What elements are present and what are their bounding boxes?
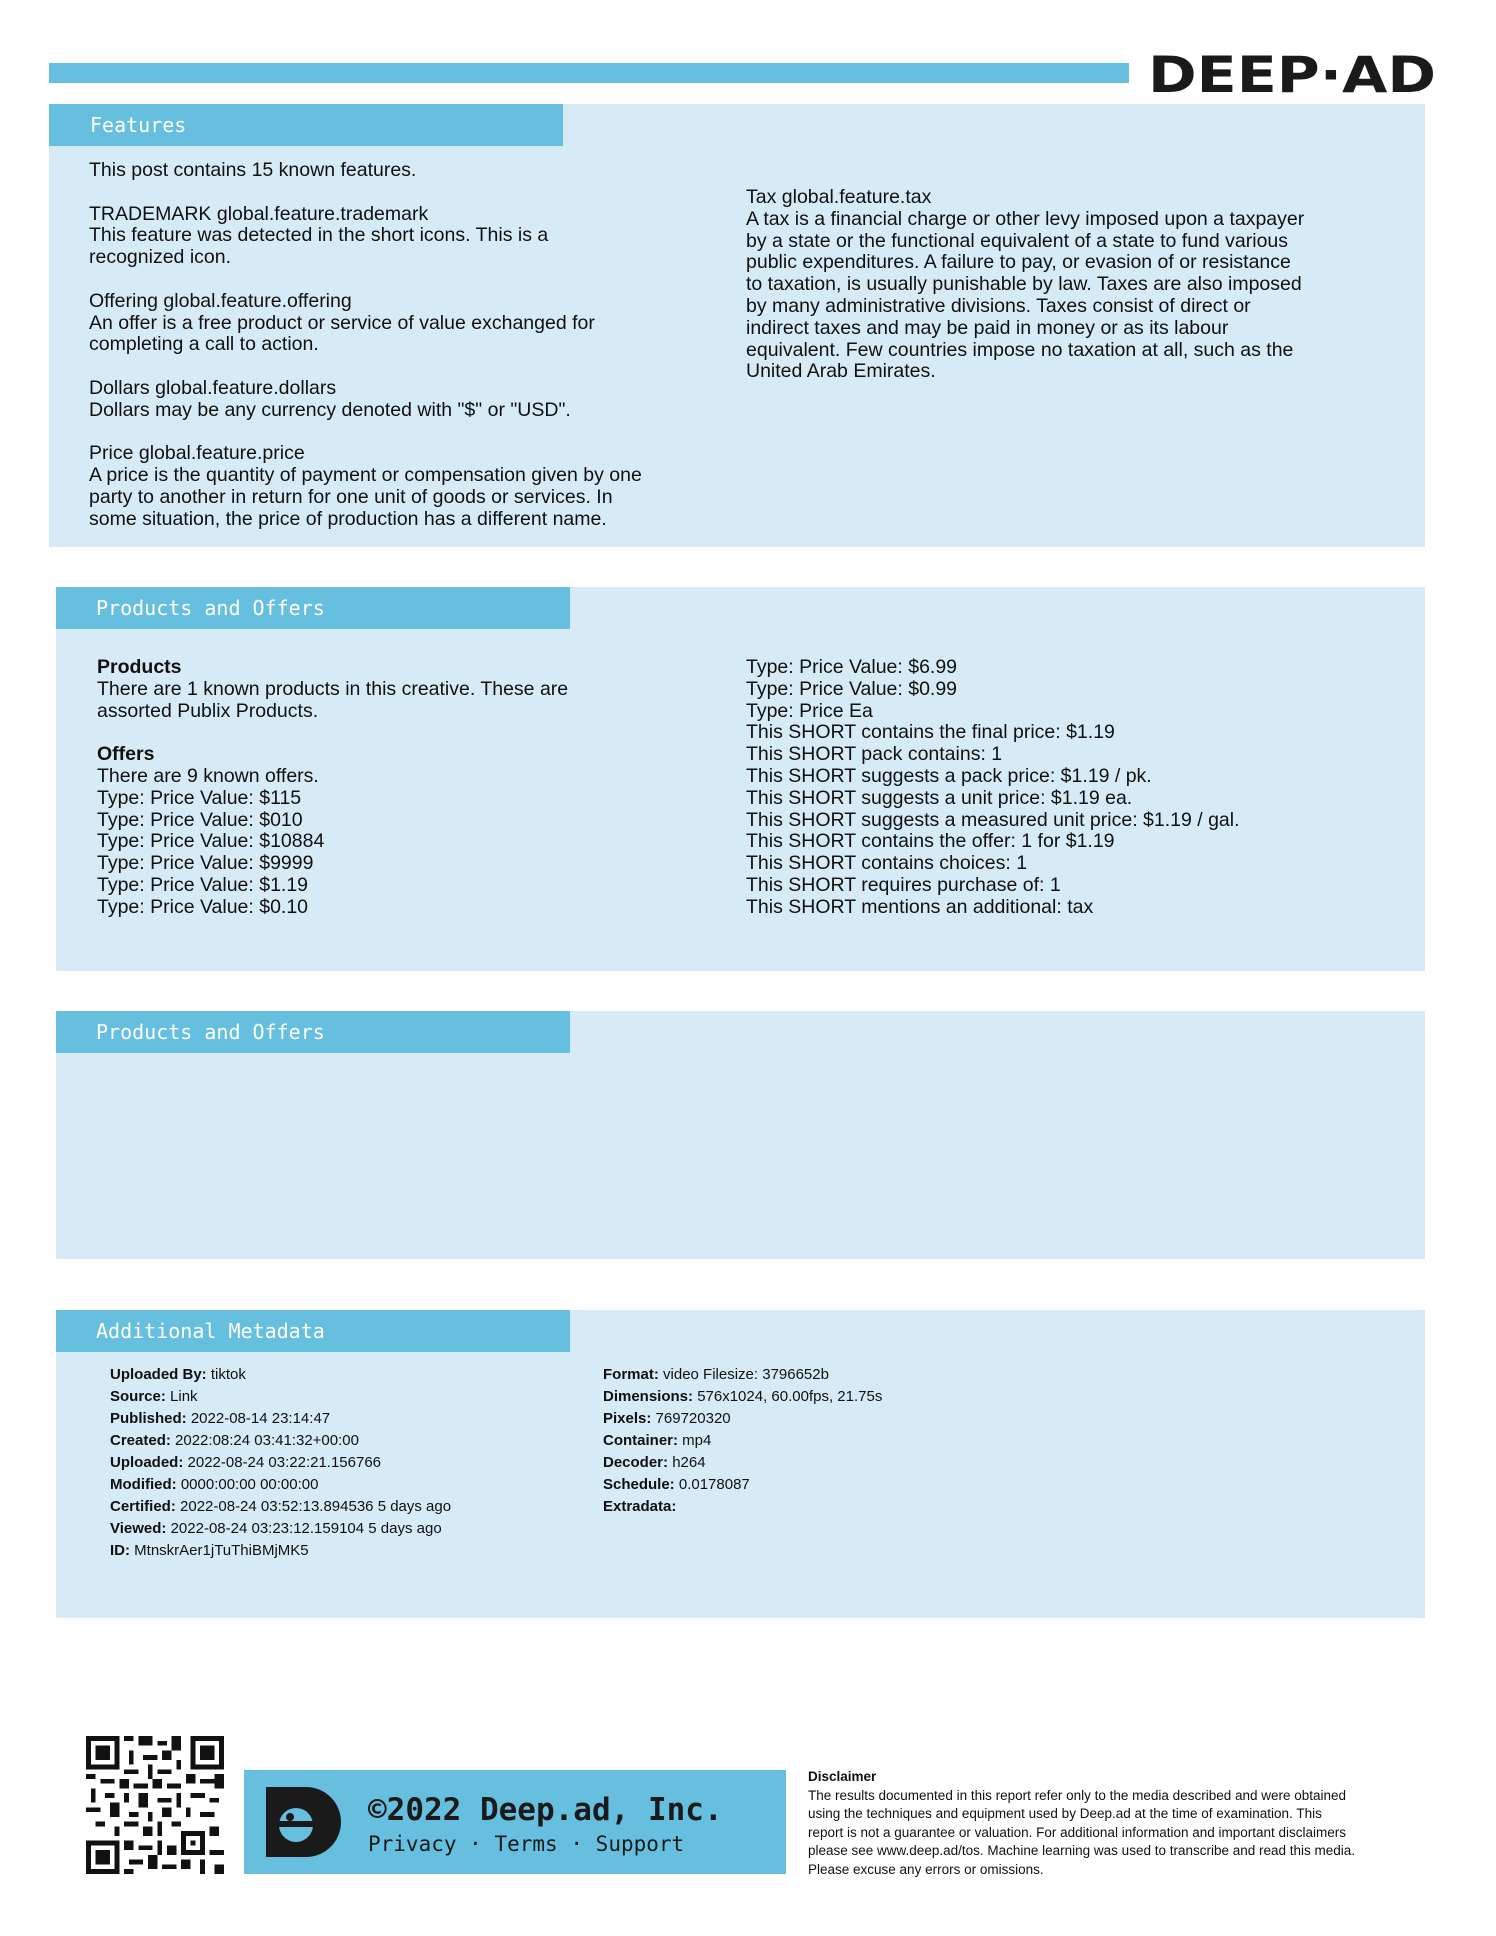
features-intro: This post contains 15 known features.: [89, 159, 417, 181]
metadata-row: Modified: 0000:00:00 00:00:00: [110, 1476, 319, 1493]
feature-title: Tax global.feature.tax: [746, 186, 932, 208]
feature-title: TRADEMARK global.feature.trademark: [89, 202, 429, 225]
offer-line: This SHORT contains the offer: 1 for $1.19: [746, 830, 1115, 853]
deep-ad-mark-icon: [266, 1787, 350, 1857]
feature-title: Offering global.feature.offering: [89, 289, 352, 312]
offer-line: This SHORT suggests a pack price: $1.19 / pk.: [746, 764, 1152, 787]
privacy-link[interactable]: Privacy: [368, 1832, 457, 1856]
feature-text: party to another in return for one unit of goods or services. In: [89, 485, 613, 508]
feature-title: Price global.feature.price: [89, 442, 305, 465]
feature-text: indirect taxes and may be paid in money or as its labour: [746, 316, 1229, 339]
metadata-row: ID: MtnskrAer1jTuThiBMjMK5: [110, 1542, 309, 1559]
feature-item: [89, 204, 729, 269]
products-text: There are 1 known products in this creative. These are: [97, 677, 569, 700]
offer-line: This SHORT suggests a unit price: $1.19 ea.: [746, 786, 1133, 809]
offers-right-column: [746, 657, 1406, 919]
spacer: [97, 722, 717, 744]
footer-brand-box: [244, 1770, 786, 1874]
features-left-column: [89, 160, 729, 552]
metadata-row: Uploaded By: tiktok: [110, 1366, 246, 1383]
logo-text: DEEP·AD: [1148, 50, 1436, 100]
feature-text: A tax is a financial charge or other levy imposed upon a taxpayer: [746, 207, 1305, 230]
features-right-column: [746, 187, 1406, 405]
metadata-row: Extradata:: [603, 1498, 677, 1515]
metadata-row: Certified: 2022-08-24 03:52:13.894536 5 days ago: [110, 1498, 452, 1515]
terms-link[interactable]: Terms: [494, 1832, 558, 1856]
feature-item: [89, 443, 729, 530]
feature-text: some situation, the price of production has a different name.: [89, 507, 607, 530]
feature-text: completing a call to action.: [89, 333, 319, 356]
disclaimer-title: Disclaimer: [808, 1769, 877, 1784]
offer-line: Type: Price Value: $1.19: [97, 873, 309, 896]
header-bar: [49, 63, 1129, 83]
offer-line: Type: Price Value: $115: [97, 786, 302, 809]
features-tab: Features: [49, 104, 563, 146]
products-heading: Products: [97, 656, 182, 678]
metadata-panel: [56, 1310, 1425, 1618]
metadata-tab: Additional Metadata: [56, 1310, 570, 1352]
feature-text: public expenditures. A failure to pay, or evasion of or resistance: [746, 251, 1291, 274]
metadata-row: Source: Link: [110, 1388, 198, 1405]
offer-line: This SHORT requires purchase of: 1: [746, 873, 1061, 896]
feature-item: [746, 187, 1406, 383]
offer-line: There are 9 known offers.: [97, 764, 319, 787]
disclaimer-text: report is not a guarantee or valuation. For additional information and important disclaimers: [808, 1824, 1347, 1840]
metadata-row: Viewed: 2022-08-24 03:23:12.159104 5 days ago: [110, 1520, 442, 1537]
offer-line: This SHORT mentions an additional: tax: [746, 895, 1094, 918]
products-text: assorted Publix Products.: [97, 699, 319, 722]
feature-text: by a state or the functional equivalent of a state to fund various: [746, 229, 1289, 252]
products-offers-tab: Products and Offers: [56, 587, 570, 629]
offer-line: Type: Price Value: $0.99: [746, 677, 958, 700]
feature-text: A price is the quantity of payment or compensation given by one: [89, 464, 642, 487]
feature-text: by many administrative divisions. Taxes consist of direct or: [746, 294, 1251, 317]
offer-line: This SHORT suggests a measured unit price: $1.19 / gal.: [746, 808, 1240, 831]
metadata-right-column: [603, 1364, 1063, 1518]
metadata-left-column: [110, 1364, 570, 1562]
footer-links: [368, 1832, 684, 1856]
metadata-row: Uploaded: 2022-08-24 03:22:21.156766: [110, 1454, 382, 1471]
metadata-row: Decoder: h264: [603, 1454, 706, 1471]
metadata-row: Created: 2022:08:24 03:41:32+00:00: [110, 1432, 359, 1449]
feature-text: recognized icon.: [89, 246, 232, 269]
metadata-row: Published: 2022-08-14 23:14:47: [110, 1410, 331, 1427]
metadata-row: Pixels: 769720320: [603, 1410, 731, 1427]
products-offers-panel-2: [56, 1011, 1425, 1259]
offer-line: Type: Price Value: $0.10: [97, 895, 309, 918]
disclaimer-text: using the techniques and equipment used by Deep.ad at the time of examination. This: [808, 1806, 1322, 1822]
feature-text: to taxation, is usually punishable by law. Taxes are also imposed: [746, 273, 1302, 296]
offer-line: This SHORT contains choices: 1: [746, 852, 1028, 875]
disclaimer-text: Please excuse any errors or omissions.: [808, 1861, 1044, 1877]
offer-line: Type: Price Value: $10884: [97, 830, 325, 853]
link-separator: ·: [469, 1832, 482, 1856]
deep-ad-logo: [1148, 50, 1438, 100]
features-panel: [49, 104, 1425, 547]
feature-text: United Arab Emirates.: [746, 360, 936, 383]
disclaimer-text: The results documented in this report refer only to the media described and were obtained: [808, 1787, 1347, 1803]
metadata-row: Dimensions: 576x1024, 60.00fps, 21.75s: [603, 1388, 883, 1405]
feature-text: An offer is a free product or service of value exchanged for: [89, 311, 595, 334]
products-offers-tab-2: Products and Offers: [56, 1011, 570, 1053]
disclaimer: [808, 1768, 1448, 1880]
offer-line: This SHORT pack contains: 1: [746, 743, 1003, 766]
feature-item: [89, 378, 729, 422]
feature-title: Dollars global.feature.dollars: [89, 376, 337, 399]
offer-line: This SHORT contains the final price: $1.19: [746, 721, 1115, 744]
feature-item: [89, 291, 729, 356]
offer-line: Type: Price Ea: [746, 699, 873, 722]
offer-line: Type: Price Value: $010: [97, 808, 303, 831]
offer-line: Type: Price Value: $9999: [97, 852, 314, 875]
offers-heading: Offers: [97, 743, 155, 766]
metadata-row: Format: video Filesize: 3796652b: [603, 1366, 829, 1383]
disclaimer-text: please see www.deep.ad/tos. Machine learning was used to transcribe and read this media.: [808, 1843, 1356, 1859]
support-link[interactable]: Support: [595, 1832, 685, 1856]
feature-text: equivalent. Few countries impose no taxation at all, such as the: [746, 338, 1294, 361]
products-offers-panel: [56, 587, 1425, 971]
feature-text: Dollars may be any currency denoted with "$" or "USD".: [89, 398, 571, 421]
products-left-column: [97, 657, 717, 919]
metadata-row: Schedule: 0.0178087: [603, 1476, 750, 1493]
feature-text: This feature was detected in the short icons. This is a: [89, 224, 549, 247]
metadata-row: Container: mp4: [603, 1432, 712, 1449]
copyright-text: ©2022 Deep.ad, Inc.: [368, 1792, 723, 1828]
qr-code-icon[interactable]: [86, 1736, 224, 1874]
offer-line: Type: Price Value: $6.99: [746, 656, 958, 678]
link-separator: ·: [570, 1832, 584, 1856]
